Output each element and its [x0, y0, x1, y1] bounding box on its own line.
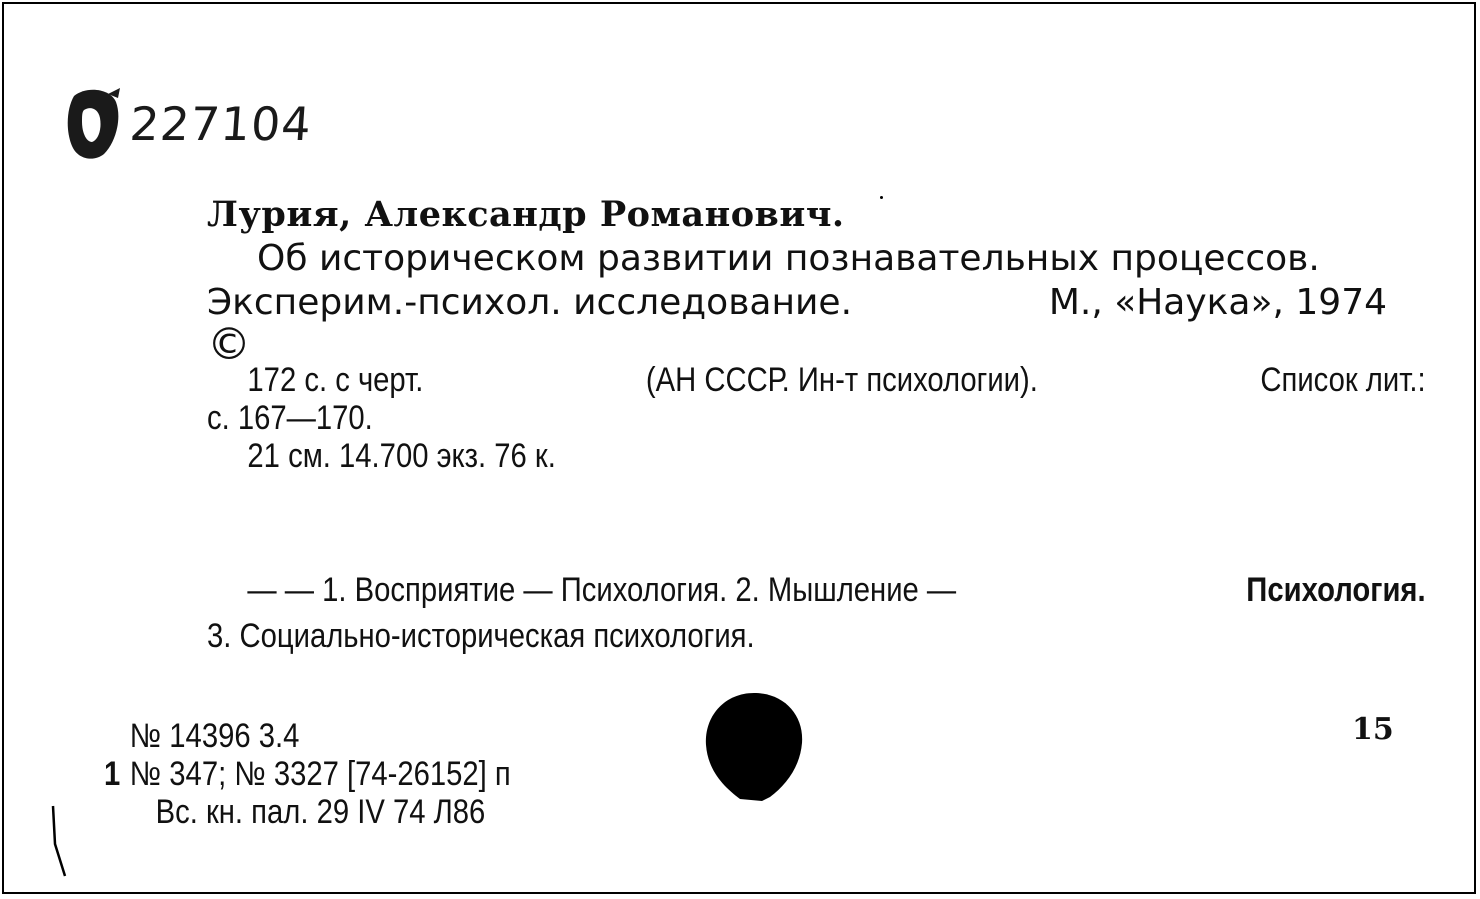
catalog-line-2 [104, 755, 511, 793]
subject-headings [207, 567, 1426, 659]
punch-hole-icon [700, 689, 808, 804]
title-subtitle: Эксперим.-психол. исследование. [207, 282, 853, 323]
subjects-line-1 [207, 567, 1426, 613]
series-info: (АН СССР. Ин-т психологии). [645, 361, 1038, 399]
catalog-line-2-lead: 1 [104, 755, 121, 793]
catalog-line-1: № 14396 3.4 [129, 717, 300, 755]
catalog-line-3: Вс. кн. пал. 29 IV 74 Л86 [155, 793, 486, 831]
handwritten-inventory-number [64, 84, 312, 164]
physical-description-line-3: 21 см. 14.700 экз. 76 к. [247, 437, 556, 475]
catalog-numbers [104, 717, 577, 831]
publication-info: М., «Наука», 1974 [1048, 282, 1387, 323]
catalog-line-2-text: № 347; № 3327 [74-26152] п [129, 755, 511, 793]
title-line-1: Об историческом развитии познавательных процессов. [257, 238, 1320, 279]
subjects-part-b: Психология. [1246, 571, 1426, 609]
pages-info: 172 с. с черт. [247, 361, 424, 399]
ink-blot-icon [64, 84, 122, 164]
physical-description-line-1 [207, 361, 1426, 399]
physical-description-line-2: с. 167—170. [207, 399, 373, 437]
pencil-stroke-icon [49, 804, 69, 879]
inventory-number-text: 227104 [128, 97, 314, 151]
subjects-part-a: — — 1. Восприятие — Психология. 2. Мышление — [247, 571, 957, 609]
catalog-card [2, 2, 1476, 894]
title-line-2 [207, 281, 1387, 325]
subjects-line-2: 3. Социально-историческая психология. [207, 617, 755, 655]
author-heading: Лурия, Александр Романович. [207, 194, 845, 235]
bibliography-label: Список лит.: [1260, 361, 1426, 399]
page-number: 15 [1352, 712, 1394, 747]
bibliographic-entry [207, 194, 1426, 475]
copyright-icon: © [207, 319, 251, 370]
